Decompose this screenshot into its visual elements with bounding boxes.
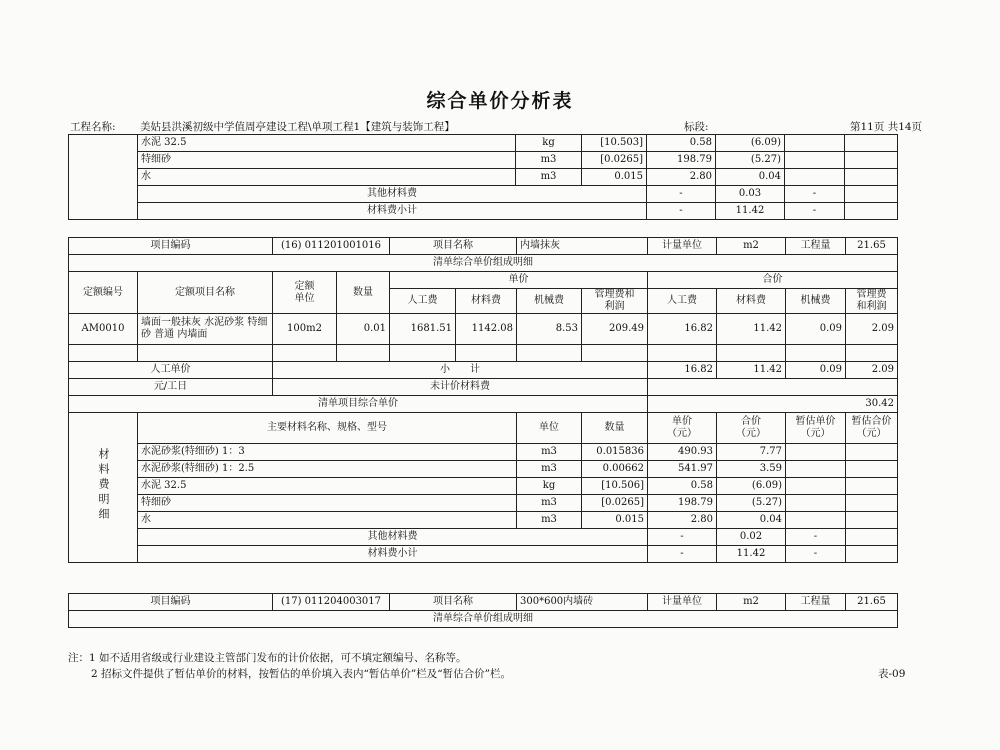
material-name: 特细砂: [138, 152, 516, 169]
table-row: 水泥 32.5 kg [10.506] 0.58 (6.09): [69, 478, 898, 495]
composite-price: 30.42: [648, 396, 898, 413]
detail-title: 清单综合单价组成明细: [69, 611, 898, 628]
note-2: 2 招标文件提供了暂估单价的材料，按暂估的单价填入表内“暂估单价”栏及“暂估合价”栏。: [91, 668, 511, 680]
material-total: (6.09): [716, 135, 785, 152]
section-label: 标段:: [684, 121, 709, 133]
table-row: 水泥砂浆(特细砂) 1：3 m3 0.015836 490.93 7.77: [69, 444, 898, 461]
note-1: 注：1 如不适用省级或行业建设主管部门发布的计价依据，可不填定额编号、名称等。: [68, 652, 467, 664]
other-material-label: 其他材料费: [138, 186, 647, 203]
project-name: 美姑县洪溪初级中学值周亭建设工程\单项工程1【建筑与装饰工程】: [140, 121, 455, 133]
material-qty: 0.015: [582, 169, 647, 186]
detail-title: 清单综合单价组成明细: [69, 255, 898, 272]
table-row: AM0010 墙面一般抹灰 水泥砂浆 特细砂 普通 内墙面 100m2 0.01 1681.51 1142.08 8.53 209.49 16.82 11.42 0.09 2.09: [69, 314, 898, 345]
material-price: 2.80: [647, 169, 716, 186]
form-number: 表-09: [878, 668, 906, 680]
page-number: 第11页 共14页: [850, 121, 923, 133]
item-code: (16) 011201001016: [273, 238, 390, 255]
table-row: [69, 135, 898, 152]
item-name: 300*600内墙砖: [517, 594, 648, 611]
material-total: 0.04: [716, 169, 785, 186]
table-row: 材料费小计 - 11.42 -: [69, 203, 898, 220]
material-unit: kg: [516, 135, 582, 152]
table-row: [69, 169, 898, 186]
table-row: 其他材料费 - 0.02 -: [69, 529, 898, 546]
item-name: 内墙抹灰: [517, 238, 648, 255]
table-row: 项目编码 (16) 011201001016 项目名称 内墙抹灰 计量单位 m2 工程量 21.65: [69, 238, 898, 255]
material-name: 水: [138, 169, 516, 186]
quota-name: 墙面一般抹灰 水泥砂浆 特细砂 普通 内墙面: [138, 314, 273, 345]
table-row: 材料费小计 - 11.42 -: [69, 546, 898, 563]
material-price: 0.58: [647, 135, 716, 152]
table-row: 其他材料费 - 0.03 -: [69, 186, 898, 203]
table-row: [69, 152, 898, 169]
subtotal-label: 小 计: [273, 362, 648, 379]
continuation-table: [68, 134, 898, 220]
material-price: 198.79: [647, 152, 716, 169]
item-unit: m2: [717, 594, 786, 611]
table-row: 人工单价 小 计 16.82 11.42 0.09 2.09: [69, 362, 898, 379]
material-qty: [0.0265]: [582, 152, 647, 169]
item16-table: 项目编码 (16) 011201001016 项目名称 内墙抹灰 计量单位 m2 工程量 21.65 清单综合单价组成明细 定额编号 定额项目名称 定额单位 数量 单价 合价 人工费 材料费 机械费 管理费和利润 人工费 材料费 机械费 管理费和利润 AM0010 墙面一般抹灰 水泥砂浆 特细砂 普通 内墙面 100m2 0.01 1681.51 1142.08 8.53 209.49 16.82 11.42 0.09 2.09 人工单价 小 计 16.82 11.42 0.09 2.09 元/工日 未计价材料费 清单项目综合单价 30.42 材料费明细 主要材料名称、规格、型号 单位 数量 单价（元） 合价（元） 暂估单价（元） 暂估合价（元） 水泥砂浆(特细砂) 1：3 m3 0.015836 490.93 7.77 水泥砂浆(特细砂) 1：2.5 m3 0.00662 541.97 3.59 水泥 32.5 kg [10.506] 0.58 (6.09) 特细砂 m3 [0.0265] 198.79 (5.27) 水 m3 0.015 2.80 0.04 其他材料费 - 0.02 - 材料费小计 - 11.42 -: [68, 237, 898, 563]
side-cell: [69, 135, 138, 220]
table-row: 水泥砂浆(特细砂) 1：2.5 m3 0.00662 541.97 3.59: [69, 461, 898, 478]
table-row: 水 m3 0.015 2.80 0.04: [69, 512, 898, 529]
material-total: (5.27): [716, 152, 785, 169]
material-name: 水泥 32.5: [138, 135, 516, 152]
item-qty: 21.65: [846, 238, 898, 255]
table-row: 特细砂 m3 [0.0265] 198.79 (5.27): [69, 495, 898, 512]
item-unit: m2: [717, 238, 786, 255]
table-row: 项目编码 (17) 011204003017 项目名称 300*600内墙砖 计量单位 m2 工程量 21.65: [69, 594, 898, 611]
material-unit: m3: [516, 169, 582, 186]
item-code: (17) 011204003017: [273, 594, 390, 611]
item17-table: [68, 593, 898, 628]
material-qty: [10.503]: [582, 135, 647, 152]
project-label: 工程名称:: [70, 121, 116, 133]
quota-code: AM0010: [69, 314, 138, 345]
page-title: 综合单价分析表: [426, 90, 574, 112]
material-subtotal-label: 材料费小计: [138, 203, 647, 220]
material-detail-side: 材料费明细: [69, 413, 138, 563]
table-row: 清单项目综合单价 30.42: [69, 396, 898, 413]
material-unit: m3: [516, 152, 582, 169]
item-qty: 21.65: [846, 594, 898, 611]
